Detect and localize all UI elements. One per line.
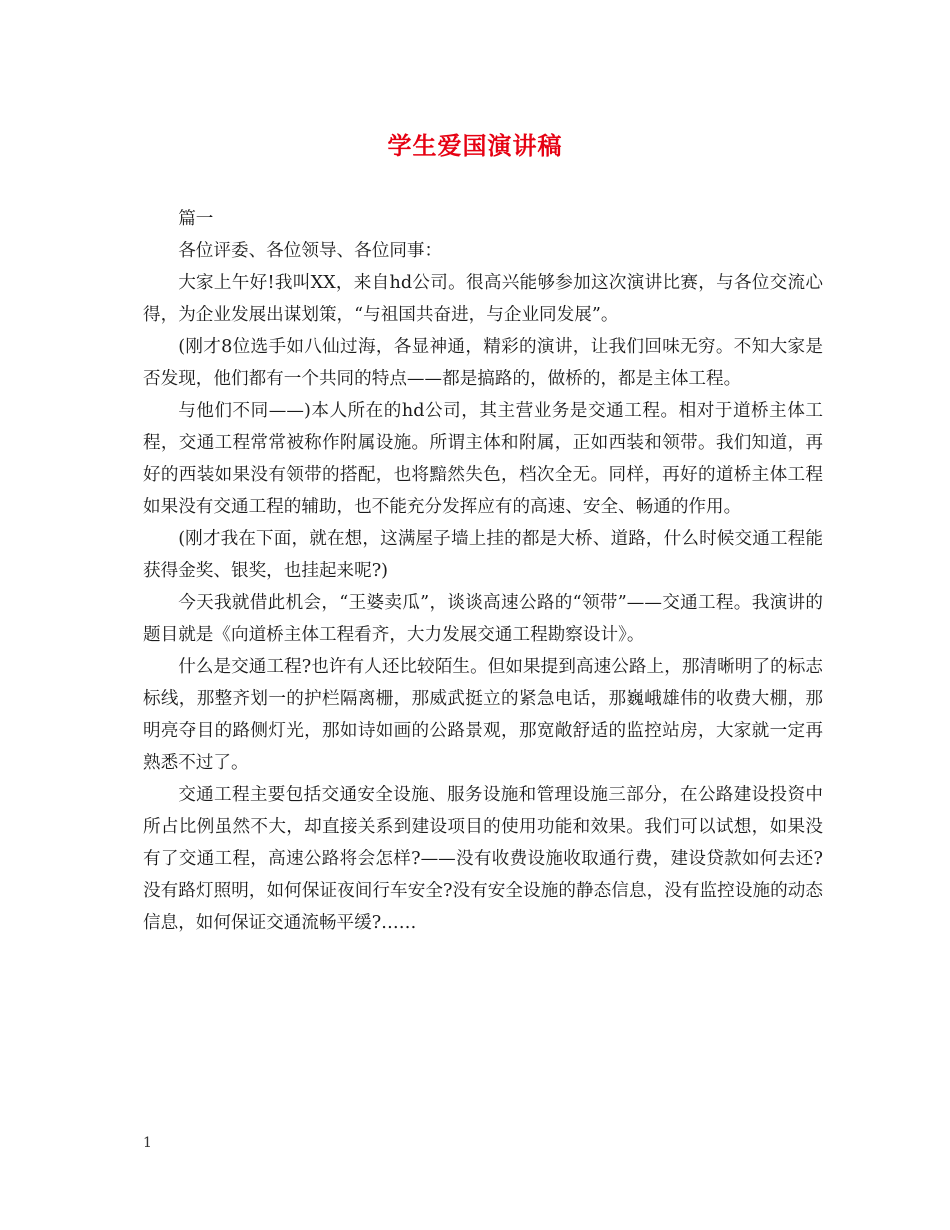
paragraph: 什么是交通工程?也许有人还比较陌生。但如果提到高速公路上，那清晰明了的标志标线，那整齐划一的护栏隔离栅，那威武挺立的紧急电话，那巍峨雄伟的收费大棚，那明亮夺目的路侧灯光，那如诗如画的公路景观，那宽敞舒适的监控站房，大家就一定再熟悉不过了。 [143, 657, 823, 773]
paragraph: (刚才我在下面，就在想，这满屋子墙上挂的都是大桥、道路，什么时候交通工程能获得金奖、银奖，也挂起来呢?) [143, 529, 823, 581]
paragraph: 今天我就借此机会，“王婆卖瓜”，谈谈高速公路的“领带”——交通工程。我演讲的题目就是《向道桥主体工程看齐，大力发展交通工程勘察设计》。 [143, 593, 823, 645]
page-number: 1 [143, 1135, 152, 1151]
paragraph: 大家上午好!我叫XX，来自hd公司。很高兴能够参加这次演讲比赛，与各位交流心得，为企业发展出谋划策，“与祖国共奋进，与企业同发展”。 [143, 273, 823, 325]
paragraph: (刚才8位选手如八仙过海，各显神通，精彩的演讲，让我们回味无穷。不知大家是否发现，他们都有一个共同的特点——都是搞路的，做桥的，都是主体工程。 [143, 337, 823, 389]
section-heading: 篇一 [178, 209, 214, 229]
document-body [143, 203, 823, 939]
document-title: 学生爱国演讲稿 [387, 131, 563, 160]
paragraph: 与他们不同——)本人所在的hd公司，其主营业务是交通工程。相对于道桥主体工程，交通工程常常被称作附属设施。所谓主体和附属，正如西装和领带。我们知道，再好的西装如果没有领带的搭配，也将黯然失色，档次全无。同样，再好的道桥主体工程如果没有交通工程的辅助，也不能充分发挥应有的高速、安全、畅通的作用。 [143, 401, 823, 517]
paragraph: 交通工程主要包括交通安全设施、服务设施和管理设施三部分，在公路建设投资中所占比例虽然不大，却直接关系到建设项目的使用功能和效果。我们可以试想，如果没有了交通工程，高速公路将会怎样?——没有收费设施收取通行费，建设贷款如何去还?没有路灯照明，如何保证夜间行车安全?没有安全设施的静态信息，没有监控设施的动态信息，如何保证交通流畅平缓?…… [143, 785, 823, 933]
salutation: 各位评委、各位领导、各位同事： [178, 241, 443, 261]
